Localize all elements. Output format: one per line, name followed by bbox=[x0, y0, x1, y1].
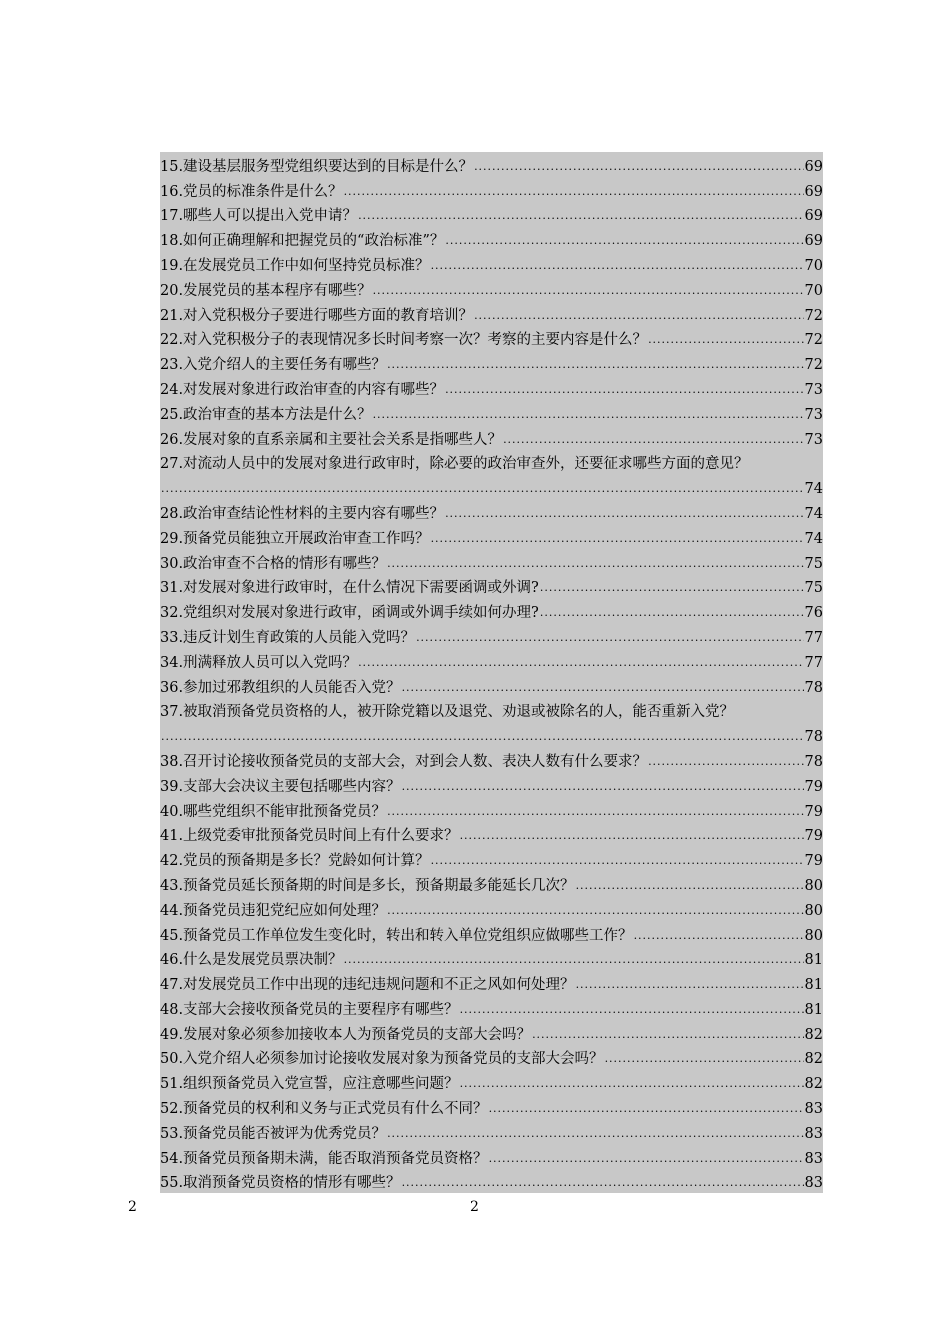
toc-leader-dots bbox=[576, 975, 804, 995]
toc-entry-page: 83 bbox=[804, 1150, 823, 1167]
toc-entry-page: 79 bbox=[804, 853, 823, 870]
toc-entry-page: 81 bbox=[804, 977, 823, 994]
toc-entry-page: 82 bbox=[804, 1076, 823, 1093]
toc-entry[interactable] bbox=[160, 822, 823, 847]
toc-entry-page: 80 bbox=[804, 927, 823, 944]
toc-entry[interactable] bbox=[160, 623, 823, 648]
toc-leader-dots bbox=[489, 1099, 804, 1119]
toc-entry-page: 78 bbox=[804, 679, 823, 696]
toc-entry[interactable] bbox=[160, 1169, 823, 1194]
toc-entry-title: 53.预备党员能否被评为优秀党员？ bbox=[160, 1125, 387, 1142]
toc-leader-dots bbox=[358, 206, 803, 226]
toc-entry-page: 73 bbox=[804, 431, 823, 448]
toc-entry-title: 52.预备党员的权利和义务与正式党员有什么不同？ bbox=[160, 1101, 488, 1118]
toc-entry-page: 80 bbox=[804, 877, 823, 894]
toc-entry-page: 83 bbox=[804, 1101, 823, 1118]
toc-entry-page: 69 bbox=[804, 158, 823, 175]
toc-leader-dots bbox=[387, 1124, 803, 1144]
toc-entry[interactable] bbox=[160, 921, 823, 946]
toc-entry-page: 74 bbox=[804, 505, 823, 522]
toc-entry[interactable] bbox=[160, 871, 823, 896]
toc-entry-title: 47.对发展党员工作中出现的违纪违规问题和不正之风如何处理？ bbox=[160, 977, 575, 994]
toc-entry[interactable] bbox=[160, 772, 823, 797]
toc-entry[interactable] bbox=[160, 1020, 823, 1045]
toc-entry-page: 73 bbox=[804, 406, 823, 423]
toc-entry[interactable] bbox=[160, 1144, 823, 1169]
toc-entry-page: 78 bbox=[804, 753, 823, 770]
toc-entry-page: 83 bbox=[804, 1125, 823, 1142]
toc-leader-dots bbox=[445, 380, 803, 400]
toc-entry-page: 70 bbox=[804, 257, 823, 274]
toc-entry-title: 43.预备党员延长预备期的时间是多长，预备期最多能延长几次？ bbox=[160, 877, 575, 894]
toc-entry-title: 30.政治审查不合格的情形有哪些？ bbox=[160, 555, 387, 572]
toc-entry[interactable] bbox=[160, 450, 823, 475]
toc-leader-dots bbox=[445, 504, 803, 524]
toc-entry[interactable] bbox=[160, 276, 823, 301]
toc-entry[interactable] bbox=[160, 202, 823, 227]
toc-entry-continuation[interactable] bbox=[160, 722, 823, 747]
toc-entry[interactable] bbox=[160, 574, 823, 599]
toc-entry-title: 33.违反计划生育政策的人员能入党吗？ bbox=[160, 629, 416, 646]
toc-leader-dots bbox=[387, 901, 803, 921]
toc-entry[interactable] bbox=[160, 648, 823, 673]
toc-leader-dots bbox=[540, 603, 804, 623]
toc-entry-title: 54.预备党员预备期未满，能否取消预备党员资格？ bbox=[160, 1150, 488, 1167]
toc-leader-dots bbox=[540, 578, 804, 598]
toc-entry-page: 76 bbox=[804, 605, 823, 622]
toc-entry[interactable] bbox=[160, 375, 823, 400]
toc-entry-page: 79 bbox=[804, 828, 823, 845]
toc-entry-title: 25.政治审查的基本方法是什么？ bbox=[160, 406, 372, 423]
toc-entry-page: 80 bbox=[804, 902, 823, 919]
footer-page-number-left: 2 bbox=[128, 1199, 137, 1215]
toc-leader-dots bbox=[431, 529, 804, 549]
toc-entry-title: 31.对发展对象进行政审时，在什么情况下需要函调或外调? bbox=[160, 580, 539, 597]
toc-entry-page: 74 bbox=[804, 481, 823, 498]
toc-entry-title: 49.发展对象必须参加接收本人为预备党员的支部大会吗？ bbox=[160, 1026, 532, 1043]
toc-entry[interactable] bbox=[160, 251, 823, 276]
toc-entry-page: 72 bbox=[804, 307, 823, 324]
toc-entry-title: 50.入党介绍人必须参加讨论接收发展对象为预备党员的支部大会吗？ bbox=[160, 1051, 604, 1068]
toc-leader-dots bbox=[431, 256, 804, 276]
toc-entry[interactable] bbox=[160, 946, 823, 971]
toc-entry[interactable] bbox=[160, 177, 823, 202]
toc-leader-dots bbox=[503, 430, 803, 450]
toc-leader-dots bbox=[460, 826, 804, 846]
toc-entry-title: 20.发展党员的基本程序有哪些？ bbox=[160, 282, 372, 299]
toc-entry-title: 51.组织预备党员入党宣誓，应注意哪些问题？ bbox=[160, 1076, 459, 1093]
toc-entry-page: 82 bbox=[804, 1051, 823, 1068]
toc-entry-page: 77 bbox=[804, 654, 823, 671]
toc-entry[interactable] bbox=[160, 350, 823, 375]
toc-leader-dots bbox=[161, 727, 804, 747]
toc-entry-title: 15.建设基层服务型党组织要达到的目标是什么？ bbox=[160, 158, 474, 175]
toc-leader-dots bbox=[431, 851, 804, 871]
toc-entry-page: 70 bbox=[804, 282, 823, 299]
toc-entry-title: 46.什么是发展党员票决制？ bbox=[160, 952, 343, 969]
toc-entry-page: 72 bbox=[804, 357, 823, 374]
toc-entry-page: 77 bbox=[804, 629, 823, 646]
toc-entry-page: 69 bbox=[804, 208, 823, 225]
toc-leader-dots bbox=[576, 876, 804, 896]
toc-leader-dots bbox=[532, 1025, 803, 1045]
toc-entry[interactable] bbox=[160, 425, 823, 450]
toc-entry-title: 22.对入党积极分子的表现情况多长时间考察一次？考察的主要内容是什么？ bbox=[160, 332, 648, 349]
toc-entry-title: 29.预备党员能独立开展政治审查工作吗？ bbox=[160, 530, 430, 547]
toc-leader-dots bbox=[416, 628, 803, 648]
toc-entry-title: 17.哪些人可以提出入党申请？ bbox=[160, 208, 358, 225]
toc-entry[interactable] bbox=[160, 995, 823, 1020]
toc-entry-title: 34.刑满释放人员可以入党吗？ bbox=[160, 654, 358, 671]
toc-leader-dots bbox=[373, 405, 804, 425]
toc-entry-page: 82 bbox=[804, 1026, 823, 1043]
toc-entry-page: 74 bbox=[804, 530, 823, 547]
toc-entry-title: 45.预备党员工作单位发生变化时，转出和转入单位党组织应做哪些工作？ bbox=[160, 927, 633, 944]
toc-entry[interactable] bbox=[160, 499, 823, 524]
toc-entry[interactable] bbox=[160, 598, 823, 623]
toc-entry[interactable] bbox=[160, 896, 823, 921]
toc-entry[interactable] bbox=[160, 970, 823, 995]
toc-leader-dots bbox=[344, 182, 804, 202]
toc-entry-page: 79 bbox=[804, 778, 823, 795]
toc-entry-title: 44.预备党员违犯党纪应如何处理？ bbox=[160, 902, 387, 919]
toc-leader-dots bbox=[445, 231, 803, 251]
toc-leader-dots bbox=[402, 1173, 804, 1193]
toc-entry-page: 81 bbox=[804, 1001, 823, 1018]
toc-entry-title: 28.政治审查结论性材料的主要内容有哪些？ bbox=[160, 505, 445, 522]
toc-entry-title: 48.支部大会接收预备党员的主要程序有哪些？ bbox=[160, 1001, 459, 1018]
toc-entry-page: 75 bbox=[804, 580, 823, 597]
toc-leader-dots bbox=[344, 950, 804, 970]
toc-entry-title: 55.取消预备党员资格的情形有哪些？ bbox=[160, 1175, 401, 1192]
toc-entry[interactable] bbox=[160, 1069, 823, 1094]
toc-leader-dots bbox=[402, 777, 804, 797]
toc-entry-title: 36.参加过邪教组织的人员能否入党？ bbox=[160, 679, 401, 696]
toc-leader-dots bbox=[648, 752, 803, 772]
toc-leader-dots bbox=[161, 479, 804, 499]
toc-leader-dots bbox=[489, 1149, 804, 1169]
toc-entry-title: 19.在发展党员工作中如何坚持党员标准？ bbox=[160, 257, 430, 274]
toc-entry-title: 16.党员的标准条件是什么？ bbox=[160, 183, 343, 200]
toc-entry-title: 38.召开讨论接收预备党员的支部大会，对到会人数、表决人数有什么要求？ bbox=[160, 753, 648, 770]
toc-entry-title: 41.上级党委审批预备党员时间上有什么要求？ bbox=[160, 828, 459, 845]
toc-entry-title: 27.对流动人员中的发展对象进行政审时，除必要的政治审查外，还要征求哪些方面的意见？ bbox=[160, 456, 749, 473]
toc-entry[interactable] bbox=[160, 524, 823, 549]
toc-leader-dots bbox=[605, 1049, 804, 1069]
toc-entry[interactable] bbox=[160, 1045, 823, 1070]
toc-leader-dots bbox=[460, 1000, 804, 1020]
toc-leader-dots bbox=[460, 1074, 804, 1094]
toc-leader-dots bbox=[387, 355, 803, 375]
toc-entry[interactable] bbox=[160, 698, 823, 723]
toc-entry[interactable] bbox=[160, 326, 823, 351]
toc-entry[interactable] bbox=[160, 747, 823, 772]
toc-entry-title: 21.对入党积极分子要进行哪些方面的教育培训？ bbox=[160, 307, 474, 324]
toc-entry[interactable] bbox=[160, 301, 823, 326]
toc-entry-continuation[interactable] bbox=[160, 474, 823, 499]
toc-entry-page: 69 bbox=[804, 233, 823, 250]
toc-entry-title: 39.支部大会决议主要包括哪些内容？ bbox=[160, 778, 401, 795]
toc-entry-page: 79 bbox=[804, 803, 823, 820]
toc-entry-page: 81 bbox=[804, 952, 823, 969]
toc-leader-dots bbox=[474, 157, 803, 177]
toc-entry-title: 18.如何正确理解和把握党员的“政治标准”？ bbox=[160, 233, 445, 250]
toc-entry[interactable] bbox=[160, 797, 823, 822]
toc-entry-title: 26.发展对象的直系亲属和主要社会关系是指哪些人？ bbox=[160, 431, 503, 448]
toc-entry[interactable] bbox=[160, 846, 823, 871]
toc-entry-title: 24.对发展对象进行政治审查的内容有哪些？ bbox=[160, 381, 445, 398]
toc-leader-dots bbox=[648, 330, 803, 350]
toc-entry-title: 42.党员的预备期是多长？党龄如何计算？ bbox=[160, 853, 430, 870]
toc-entry-title: 32.党组织对发展对象进行政审，函调或外调手续如何办理? bbox=[160, 605, 539, 622]
toc-entry-title: 23.入党介绍人的主要任务有哪些？ bbox=[160, 357, 387, 374]
toc-entry-page: 83 bbox=[804, 1175, 823, 1192]
toc-entry-page: 78 bbox=[804, 729, 823, 746]
toc-leader-dots bbox=[402, 678, 804, 698]
toc-entry-page: 72 bbox=[804, 332, 823, 349]
toc-entry[interactable] bbox=[160, 226, 823, 251]
toc-leader-dots bbox=[387, 802, 803, 822]
toc-entry[interactable] bbox=[160, 400, 823, 425]
toc-entry[interactable] bbox=[160, 152, 823, 177]
toc-leader-dots bbox=[358, 653, 803, 673]
toc-entry[interactable] bbox=[160, 549, 823, 574]
toc-entry[interactable] bbox=[160, 1119, 823, 1144]
toc-entry[interactable] bbox=[160, 673, 823, 698]
toc-leader-dots bbox=[474, 306, 803, 326]
toc-entry-page: 75 bbox=[804, 555, 823, 572]
footer-page-number-center: 2 bbox=[470, 1199, 479, 1215]
toc-entry-title: 40.哪些党组织不能审批预备党员？ bbox=[160, 803, 387, 820]
toc-leader-dots bbox=[373, 281, 804, 301]
toc-leader-dots bbox=[634, 926, 804, 946]
toc-entry[interactable] bbox=[160, 1094, 823, 1119]
toc-entry-page: 73 bbox=[804, 381, 823, 398]
table-of-contents bbox=[160, 152, 823, 1193]
toc-leader-dots bbox=[387, 554, 803, 574]
toc-entry-page: 69 bbox=[804, 183, 823, 200]
toc-entry-title: 37.被取消预备党员资格的人，被开除党籍以及退党、劝退或被除名的人，能否重新入党？ bbox=[160, 704, 735, 721]
